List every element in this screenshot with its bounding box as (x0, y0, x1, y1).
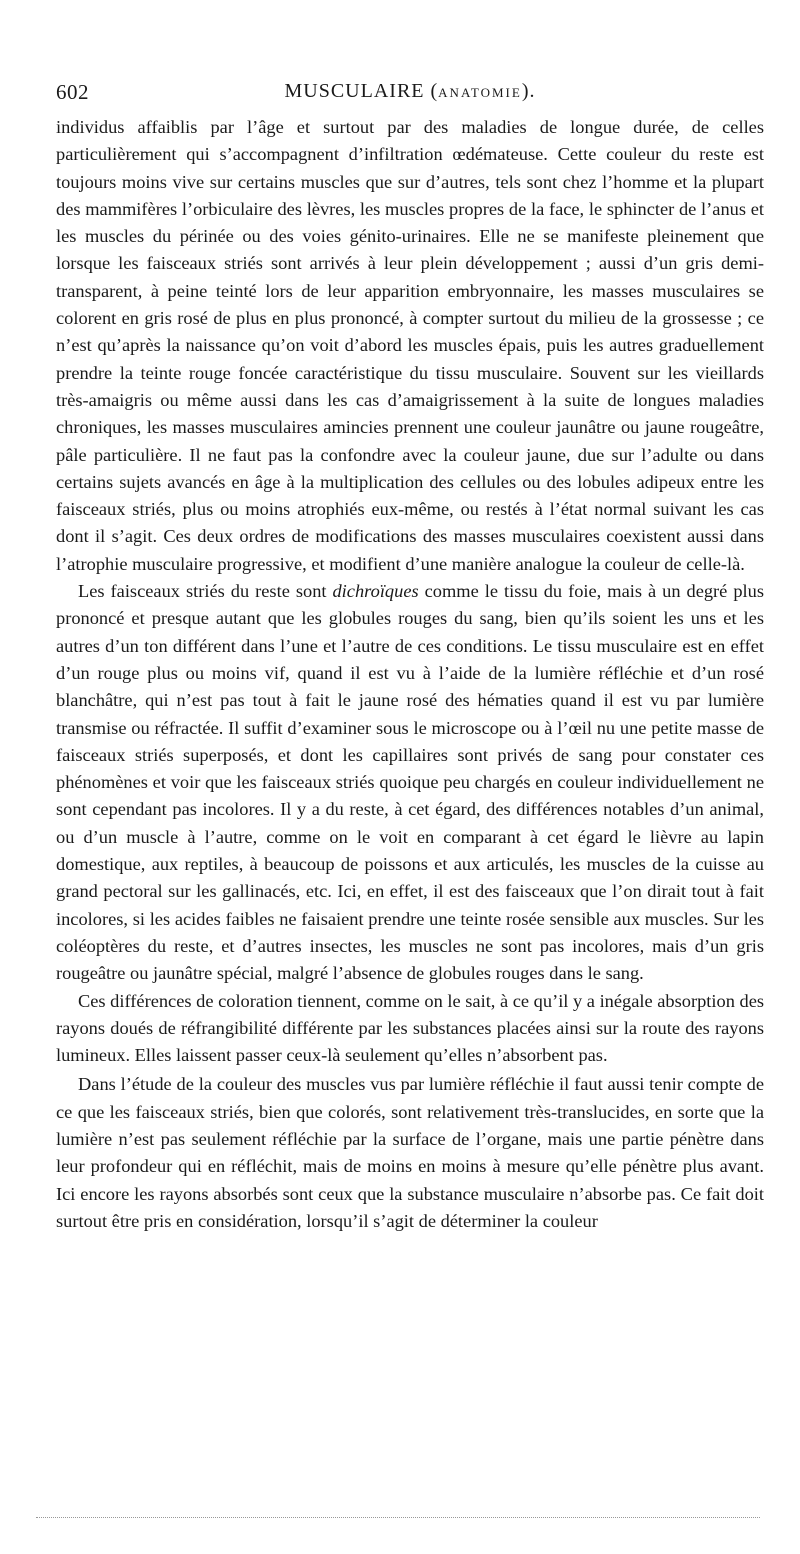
running-title-close-paren: ). (521, 80, 536, 102)
paragraph-2-start: Les faisceaux striés du reste sont (78, 581, 333, 602)
paragraph-2-italic-term: dichroïques (332, 581, 419, 602)
paragraph-2-rest: comme le tissu du foie, mais à un degré plus prononcé et presque autant que les globules rouges du sang, bien qu’ils soient les uns et les autres d’un ton différent dans l’une et l’autre de ces conditions. Le tissu musculaire est en effet d’un rouge plus ou moins vif, quand il est vu à l’aide de la lumière réfléchie et d’un rosé blanchâtre, qui n’est pas tout à fait le jaune rosé des hématies quand il est vu par lumière transmise ou réfractée. Il suffit d’examiner sous le microscope ou à l’œil nu une petite masse de faisceaux striés superposés, et dont les capillaires sont privés de sang pour constater ces phénomènes et voir que les faisceaux striés quoique peu chargés en couleur individuellement ne sont cependant pas incolores. Il y a du reste, à cet égard, des différences notables d’un animal, ou d’un muscle à l’autre, comme on le voit en comparant à cet égard le lièvre au lapin domestique, aux reptiles, à beaucoup de poissons et aux articulés, les muscles de la cuisse au grand pectoral sur les gallinacés, etc. Ici, en effet, il est des faisceaux que l’on dirait tout à fait incolores, si les acides faibles ne faisaient prendre une teinte rosée sensible aux muscles. Sur les coléoptères du reste, et d’autres insectes, les muscles ne sont pas incolores, mais d’un gris rougeâtre ou jaunâtre spécial, malgré l’absence de globules rouges dans le sang. (56, 581, 764, 984)
page-number: 602 (56, 80, 89, 104)
paragraph-1: individus affaiblis par l’âge et surtout par des maladies de longue durée, de celles particulièrement qui s’accompagnent d’infiltration œdémateuse. Cette couleur du reste est toujours moins vive sur certains muscles que sur d’autres, tels sont chez l’homme et la plupart des mammifères l’orbiculaire des lèvres, les muscles propres de la face, le sphincter de l’anus et les muscles du périnée ou des voies génito-urinaires. Elle ne se manifeste pleinement que lorsque les faisceaux striés sont arrivés à leur plein développement ; aussi d’un gris demi-transparent, à peine teinté lors de leur apparition embryonnaire, les masses musculaires se colorent en gris rosé de plus en plus prononcé, à compter surtout du milieu de la grossesse ; ce n’est qu’après la naissance qu’on voit d’abord les muscles épais, puis les autres graduellement prendre la teinte rouge foncée caractéristique du tissu musculaire. Souvent sur les vieillards très-amaigris ou même aussi dans les cas d’amaigrissement à la suite de longues maladies chroniques, les masses musculaires amincies prennent une couleur jaunâtre ou jaune rougeâtre, pâle particulière. Il ne faut pas la confondre avec la couleur jaune, due sur l’adulte ou dans certains sujets avancés en âge à la multiplication des cellules ou des lobules adipeux entre les faisceaux striés, plus ou moins atrophiés eux-même, ou restés à l’état normal suivant les cas dont il s’agit. Ces deux ordres de modifications des masses musculaires coexistent aussi dans l’atrophie musculaire progressive, et modifient d’une manière analogue la couleur de celle-là. (56, 117, 764, 574)
running-head (56, 80, 764, 110)
running-title-subtitle: ANATOMIE (438, 85, 522, 100)
body-text (56, 114, 764, 1235)
running-title-open-paren: ( (430, 80, 439, 102)
paragraph-2 (56, 578, 764, 987)
footer-rule (36, 1517, 760, 1518)
running-title-main: MUSCULAIRE (284, 80, 425, 102)
paragraph-4: Dans l’étude de la couleur des muscles vus par lumière réfléchie il faut aussi tenir compte de ce que les faisceaux striés, bien que colorés, sont relativement très-translucides, en sorte que la lumière n’est pas seulement réfléchie par la surface de l’organe, mais une partie pénètre dans leur profondeur qui en réfléchit, mais de moins en moins à mesure qu’elle pénètre plus avant. Ici encore les rayons absorbés sont ceux que la substance musculaire n’absorbe pas. Ce fait doit surtout être pris en considération, lorsqu’il s’agit de déterminer la couleur (56, 1074, 764, 1231)
running-title (56, 80, 764, 103)
paragraph-3: Ces différences de coloration tiennent, comme on le sait, à ce qu’il y a inégale absorption des rayons doués de réfrangibilité différente par les substances placées ainsi sur la route des rayons lumineux. Elles laissent passer ceux-là seulement qu’elles n’absorbent pas. (56, 990, 765, 1066)
document-page (56, 80, 764, 1235)
